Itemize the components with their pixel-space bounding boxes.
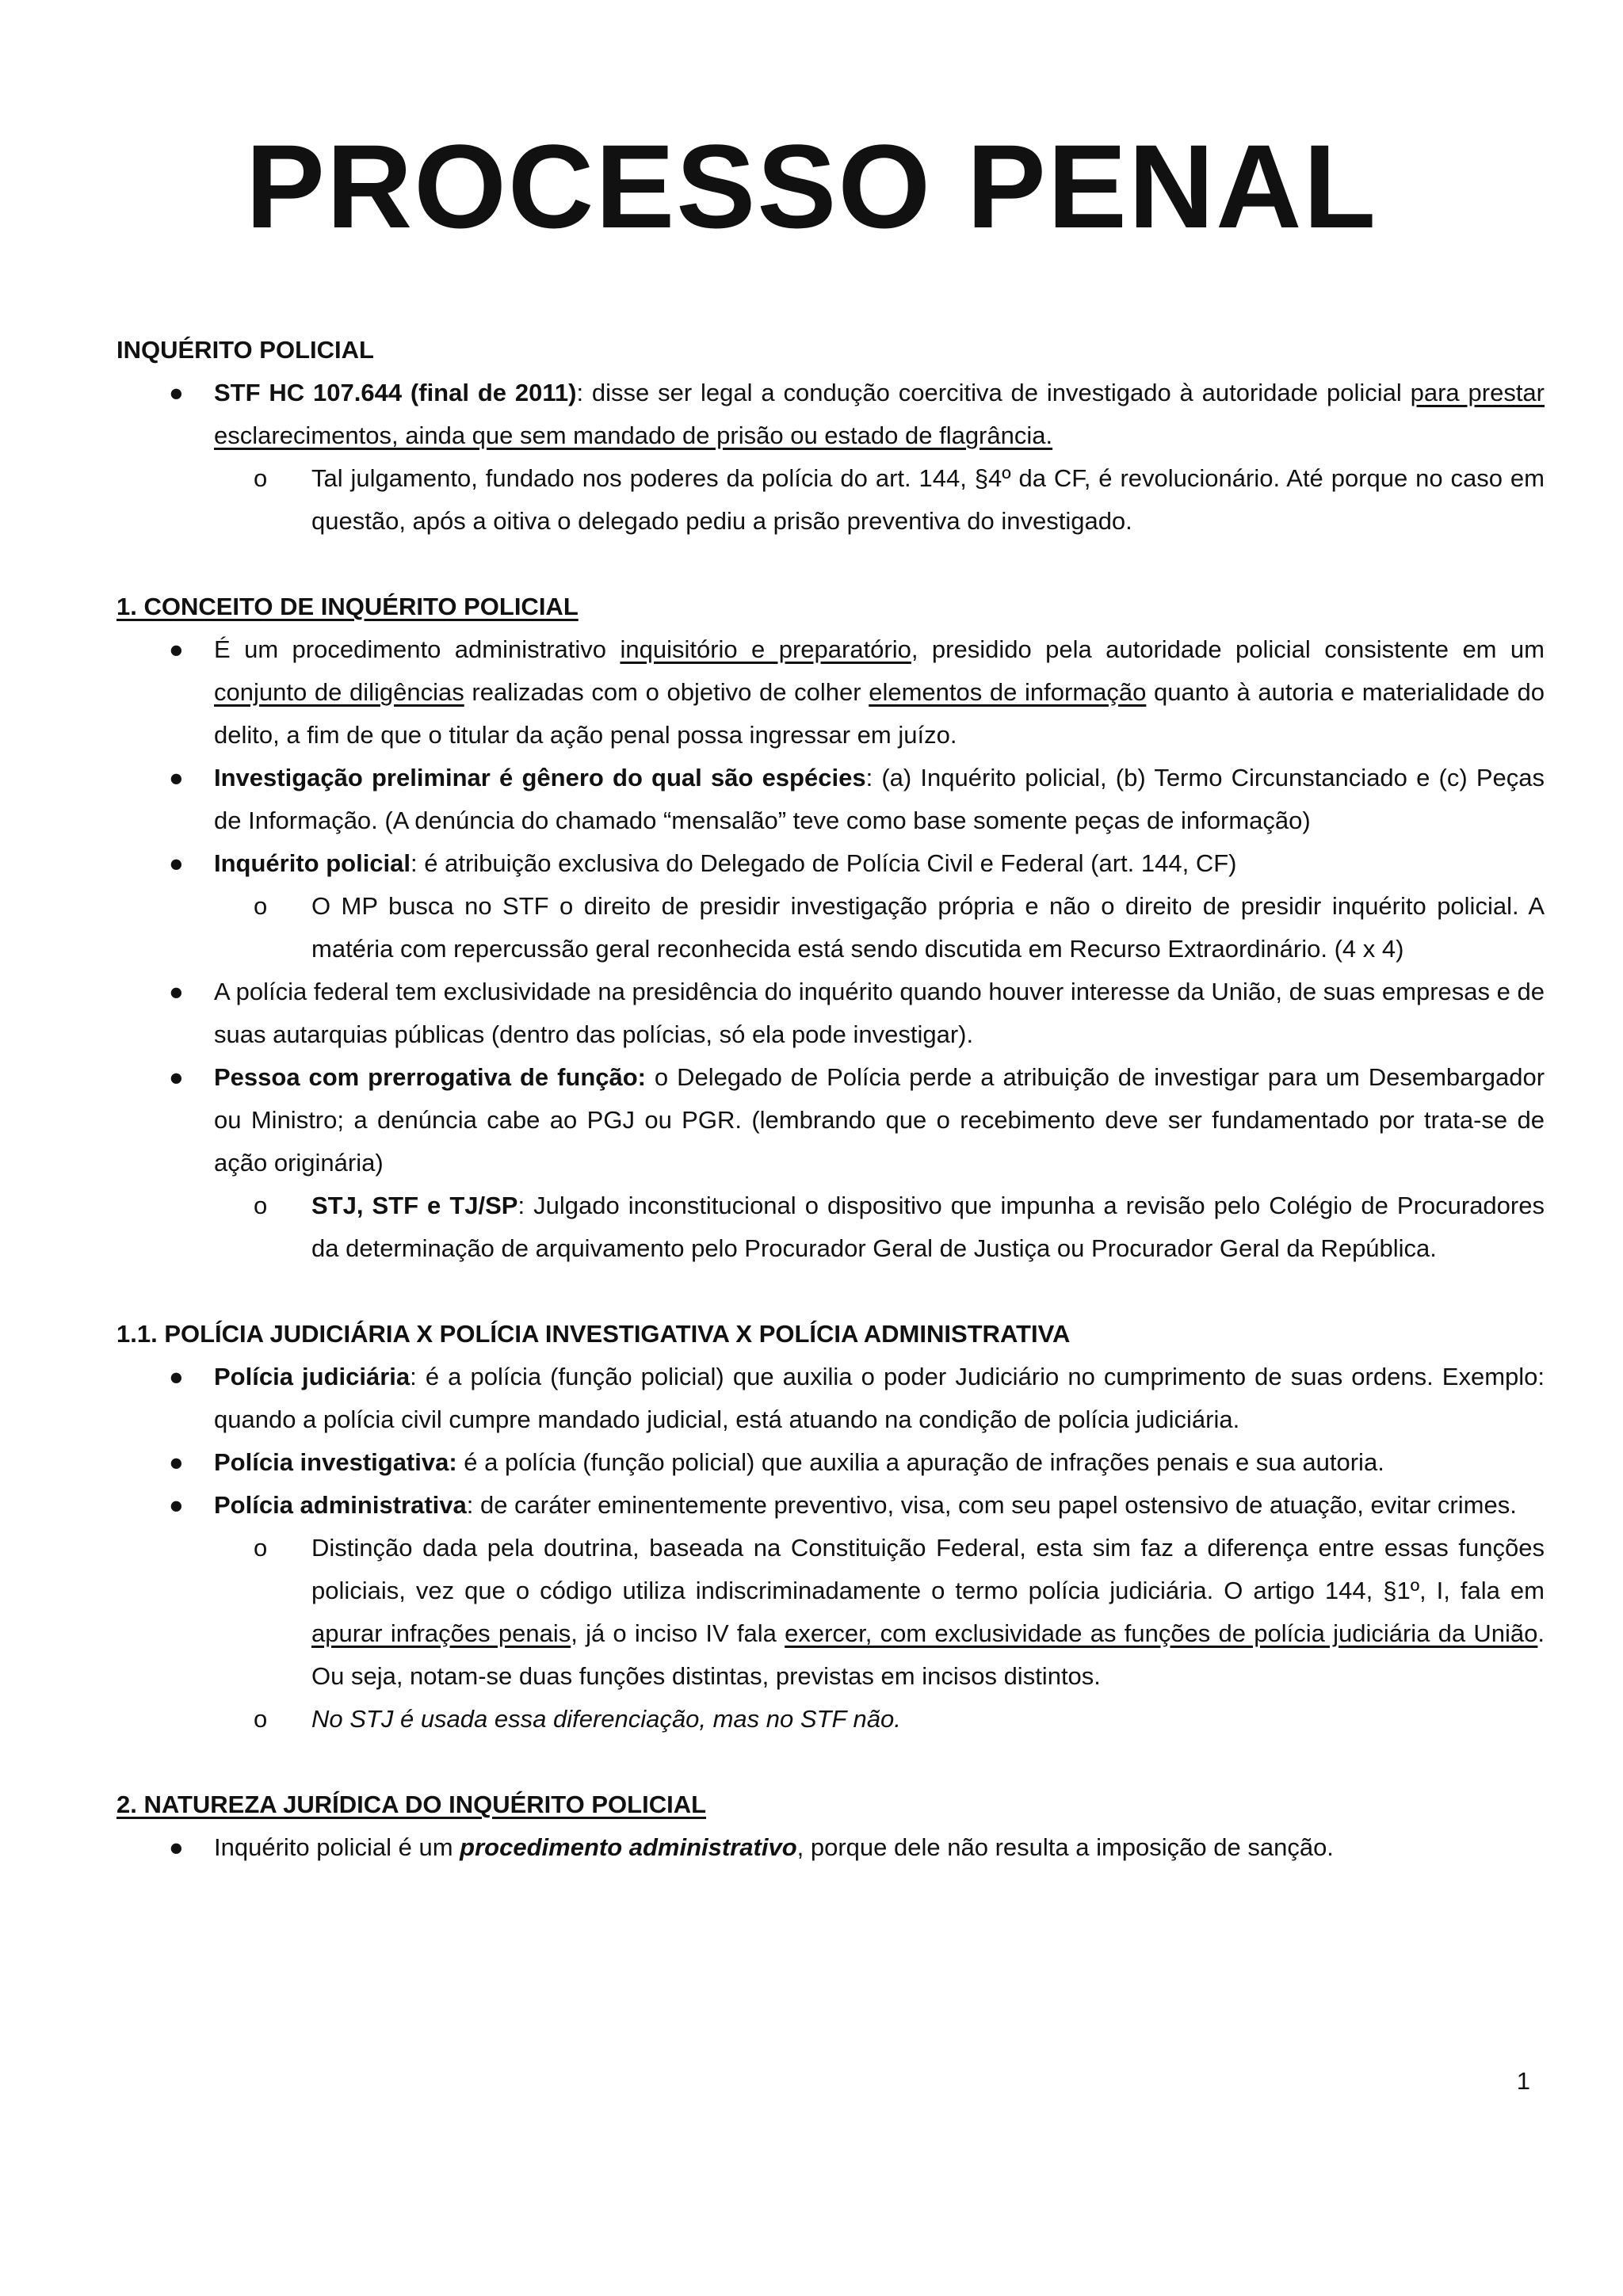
bold-text: Pessoa com prerrogativa de função: — [214, 1063, 647, 1091]
list-item — [116, 1356, 1545, 1441]
bullet-icon: ● — [169, 1448, 184, 1476]
paragraph-text: . Ou seja, notam-se duas funções distintas, previstas em incisos distintos. — [311, 1619, 1545, 1690]
underlined-text: elementos de informação — [869, 678, 1147, 706]
bold-text: STJ, STF e TJ/SP — [311, 1192, 518, 1219]
bullet-icon: ● — [169, 1833, 184, 1861]
section-heading-policias: 1.1. POLÍCIA JUDICIÁRIA X POLÍCIA INVESTIGATIVA X POLÍCIA ADMINISTRATIVA — [116, 1320, 1071, 1348]
italic-text: No STJ é usada essa diferenciação, mas no STF não. — [311, 1705, 901, 1733]
paragraph-text: Tal julgamento, fundado nos poderes da polícia do art. 144, §4º da CF, é revolucionário. Até porque no caso em questão, após a oitiva o delegado pediu a prisão preventiva do investigado. — [311, 464, 1545, 535]
paragraph-text: Inquérito policial é um — [214, 1833, 460, 1861]
sub-list-item — [214, 457, 1545, 543]
list-item — [116, 1826, 1545, 1869]
sub-list — [214, 1184, 1545, 1270]
bullet-icon: ● — [169, 764, 184, 791]
section-list — [116, 1356, 1545, 1741]
paragraph-text: , porque dele não resulta a imposição de sanção. — [796, 1833, 1334, 1861]
paragraph-text: realizadas com o objetivo de colher — [464, 678, 869, 706]
list-item — [116, 757, 1545, 842]
list-item — [116, 1056, 1545, 1270]
bullet-icon: ● — [169, 635, 184, 663]
section-list — [116, 628, 1545, 1270]
paragraph-text: Distinção dada pela doutrina, baseada na Constituição Federal, esta sim faz a diferença entre essas funções policiais, vez que o código utiliza indiscriminadamente o termo polícia judiciária. O artigo 144, §1º, I, fala em — [311, 1534, 1545, 1604]
underlined-text: apurar infrações penais — [311, 1619, 571, 1647]
section-heading-conceito: 1. CONCEITO DE INQUÉRITO POLICIAL — [116, 593, 579, 620]
bold-text: Polícia administrativa — [214, 1491, 467, 1519]
bullet-icon: ● — [169, 849, 184, 877]
paragraph-text: A polícia federal tem exclusividade na presidência do inquérito quando houver interesse da União, de suas empresas e de suas autarquias públicas (dentro das polícias, só ela pode investigar). — [214, 978, 1545, 1048]
section-list — [116, 372, 1545, 543]
section-heading-inquerito-policial: INQUÉRITO POLICIAL — [116, 336, 374, 364]
bold-text: Inquérito policial — [214, 849, 411, 877]
bullet-icon: ● — [169, 1491, 184, 1519]
paragraph-text: quanto à autoria e materialidade do delito, a fim de que o titular da ação penal possa ingressar em juízo. — [214, 678, 1545, 749]
paragraph-text: : de caráter eminentemente preventivo, visa, com seu papel ostensivo de atuação, evitar crimes. — [466, 1491, 1517, 1519]
underlined-text: exercer, com exclusividade as funções de polícia judiciária da União — [785, 1619, 1538, 1647]
paragraph-text: : Julgado inconstitucional o dispositivo que impunha a revisão pelo Colégio de Procuradores da determinação de arquivamento pelo Procurador Geral de Justiça ou Procurador Geral da República. — [311, 1192, 1545, 1262]
paragraph-text: É um procedimento administrativo — [214, 635, 621, 663]
page-number: 1 — [1516, 2067, 1530, 2095]
underlined-text: inquisitório e preparatório — [620, 635, 911, 663]
bullet-icon: ● — [169, 379, 184, 406]
underlined-text: conjunto de diligências — [214, 678, 464, 706]
bullet-icon: ● — [169, 1363, 184, 1390]
list-item — [116, 1484, 1545, 1741]
document-body — [116, 329, 1545, 1869]
paragraph-text: é a polícia (função policial) que auxilia a apuração de infrações penais e sua autoria. — [456, 1448, 1384, 1476]
list-item — [116, 372, 1545, 543]
list-item — [116, 1441, 1545, 1484]
underlined-text: para prestar esclarecimentos, ainda que sem mandado de prisão ou estado de flagrância. — [214, 379, 1545, 449]
sub-list — [214, 1527, 1545, 1741]
bullet-icon: ● — [169, 1063, 184, 1091]
paragraph-text: : disse ser legal a condução coercitiva de investigado à autoridade policial — [576, 379, 1411, 406]
bold-text: Polícia investigativa: — [214, 1448, 457, 1476]
sub-list-item — [214, 1698, 1545, 1741]
list-item — [116, 628, 1545, 757]
section-heading-natureza-juridica: 2. NATUREZA JURÍDICA DO INQUÉRITO POLICIAL — [116, 1791, 707, 1818]
bold-text: STF HC 107.644 (final de 2011) — [214, 379, 577, 406]
sub-list-item — [214, 1527, 1545, 1698]
bold-italic-text: procedimento administrativo — [460, 1833, 797, 1861]
circle-bullet-icon: o — [254, 1705, 268, 1733]
paragraph-text: O MP busca no STF o direito de presidir investigação própria e não o direito de presidir inquérito policial. A matéria com repercussão geral reconhecida está sendo discutida em Recurso Extraordinário. (4 x 4) — [311, 892, 1545, 963]
circle-bullet-icon: o — [254, 1534, 268, 1562]
sub-list-item — [214, 885, 1545, 971]
sub-list-item — [214, 1184, 1545, 1270]
circle-bullet-icon: o — [254, 464, 268, 492]
paragraph-text: o Delegado de Polícia perde a atribuição de investigar para um Desembargador ou Ministro; a denúncia cabe ao PGJ ou PGR. (lembrando que o recebimento deve ser fundamentado por trata-se de ação originária) — [214, 1063, 1545, 1177]
bullet-icon: ● — [169, 978, 184, 1005]
sub-list — [214, 457, 1545, 543]
paragraph-text: : é atribuição exclusiva do Delegado de Polícia Civil e Federal (art. 144, CF) — [411, 849, 1237, 877]
sub-list — [214, 885, 1545, 971]
circle-bullet-icon: o — [254, 1192, 268, 1219]
paragraph-text: , presidido pela autoridade policial consistente em um — [911, 635, 1545, 663]
paragraph-text: , já o inciso IV fala — [571, 1619, 785, 1647]
document-title: PROCESSO PENAL — [245, 120, 1378, 253]
list-item — [116, 842, 1545, 971]
paragraph-text: : (a) Inquérito policial, (b) Termo Circunstanciado e (c) Peças de Informação. (A denúncia do chamado “mensalão” teve como base somente peças de informação) — [214, 764, 1545, 834]
paragraph-text: : é a polícia (função policial) que auxilia o poder Judiciário no cumprimento de suas ordens. Exemplo: quando a polícia civil cumpre mandado judicial, está atuando na condição de polícia judiciária. — [214, 1363, 1545, 1433]
bold-text: Polícia judiciária — [214, 1363, 411, 1390]
list-item — [116, 971, 1545, 1056]
section-list — [116, 1826, 1545, 1869]
circle-bullet-icon: o — [254, 892, 268, 920]
bold-text: Investigação preliminar é gênero do qual são espécies — [214, 764, 866, 791]
